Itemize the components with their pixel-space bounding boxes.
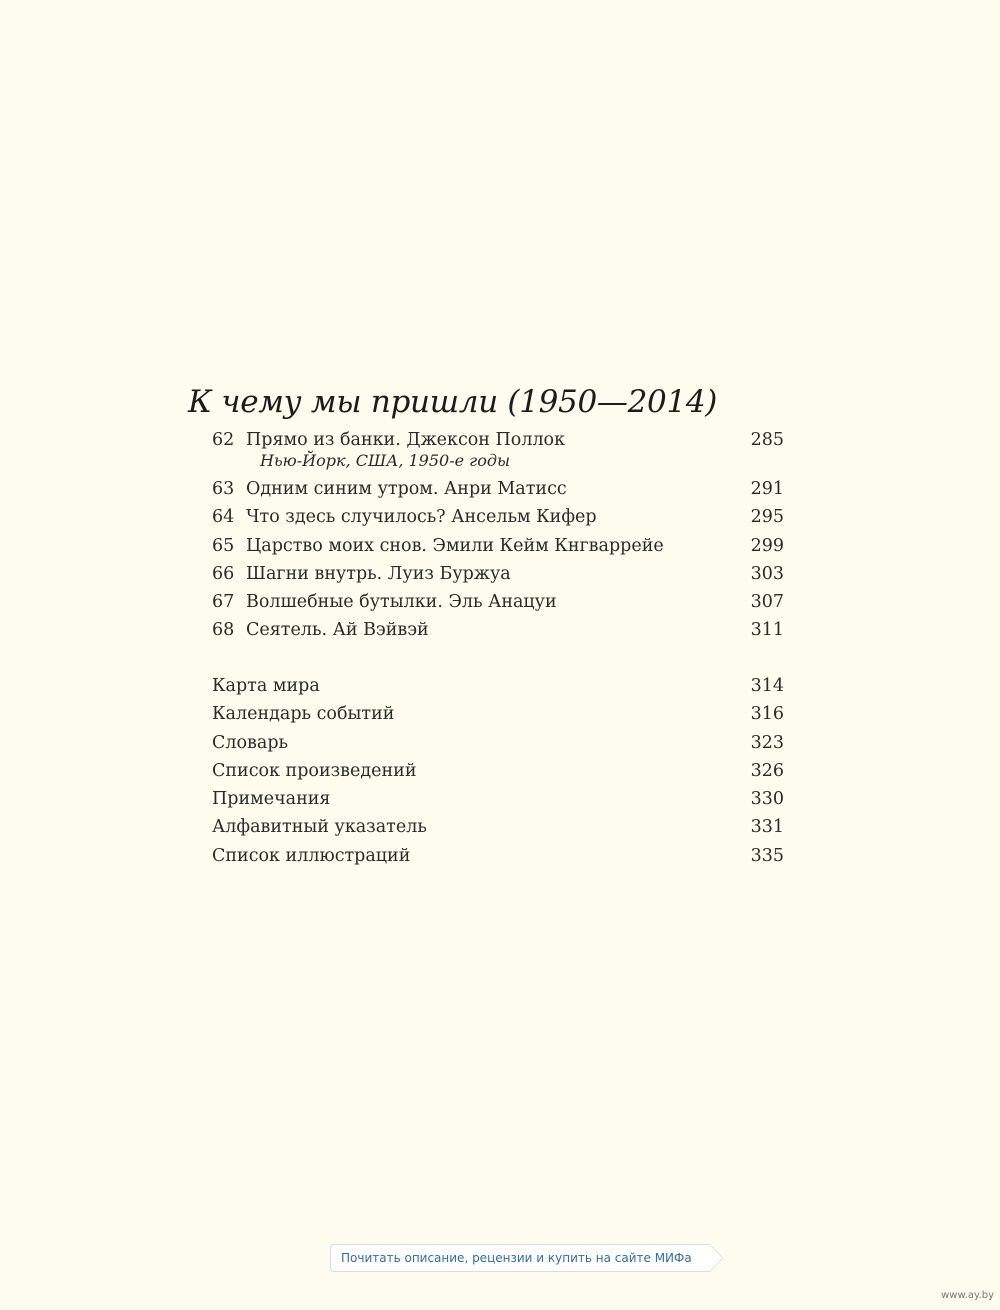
page-number: 323 bbox=[750, 732, 784, 753]
back-matter-list bbox=[212, 672, 784, 870]
back-matter-title: Словарь bbox=[212, 732, 289, 753]
chapter-number: 68 bbox=[212, 620, 235, 641]
page-number: 326 bbox=[750, 760, 784, 781]
toc-row-63 bbox=[212, 475, 784, 503]
toc-row-62 bbox=[212, 426, 784, 475]
toc-row-65 bbox=[212, 532, 784, 560]
page-number: 285 bbox=[750, 430, 784, 450]
chapter-title: Волшебные бутылки. Эль Анацуи bbox=[246, 592, 557, 613]
chapter-title: Царство моих снов. Эмили Кейм Кнгваррейе bbox=[246, 535, 664, 556]
page-number: 291 bbox=[750, 479, 784, 499]
toc-row-map bbox=[212, 672, 784, 700]
shop-link-button[interactable]: Почитать описание, рецензии и купить на сайте МИФа bbox=[330, 1244, 710, 1272]
watermark: www.ay.by bbox=[941, 1290, 994, 1301]
chapter-number: 67 bbox=[212, 592, 235, 613]
chapter-number: 64 bbox=[212, 507, 235, 528]
chapter-title: Шагни внутрь. Луиз Буржуа bbox=[246, 563, 511, 584]
page-number: 295 bbox=[750, 507, 784, 528]
chapter-title: Сеятель. Ай Вэйвэй bbox=[246, 620, 429, 641]
back-matter-title: Алфавитный указатель bbox=[212, 817, 427, 838]
toc-row-68 bbox=[212, 616, 784, 644]
chapter-number: 63 bbox=[212, 479, 235, 499]
section-title: К чему мы пришли (1950—2014) bbox=[188, 384, 718, 420]
toc-row-67 bbox=[212, 588, 784, 616]
chapter-title: Одним синим утром. Анри Матисс bbox=[246, 479, 567, 499]
page-number: 307 bbox=[750, 592, 784, 613]
chapter-subtitle: Нью-Йорк, США, 1950-е годы bbox=[260, 451, 511, 470]
chapter-number: 66 bbox=[212, 563, 235, 584]
page-number: 311 bbox=[750, 620, 784, 641]
chapter-number: 62 bbox=[212, 430, 235, 450]
page-number: 299 bbox=[750, 535, 784, 556]
back-matter-title: Примечания bbox=[212, 789, 331, 810]
page-number: 314 bbox=[750, 676, 784, 696]
toc-row-index bbox=[212, 813, 784, 841]
page-number: 303 bbox=[750, 563, 784, 584]
page-number: 330 bbox=[750, 789, 784, 810]
toc-row-glossary bbox=[212, 729, 784, 757]
page-number: 331 bbox=[750, 817, 784, 838]
chapter-number: 65 bbox=[212, 535, 235, 556]
back-matter-title: Список иллюстраций bbox=[212, 845, 411, 866]
toc-row-notes bbox=[212, 785, 784, 813]
chapter-title: Прямо из банки. Джексон Поллок bbox=[246, 430, 566, 450]
back-matter-title: Карта мира bbox=[212, 676, 320, 696]
toc-row-calendar bbox=[212, 700, 784, 728]
toc-row-works bbox=[212, 757, 784, 785]
chapter-list bbox=[212, 426, 784, 645]
page-number: 335 bbox=[750, 845, 784, 866]
toc-row-illustrations bbox=[212, 842, 784, 870]
page-number: 316 bbox=[750, 704, 784, 725]
toc-row-64 bbox=[212, 503, 784, 531]
back-matter-title: Календарь событий bbox=[212, 704, 395, 725]
toc-row-66 bbox=[212, 560, 784, 588]
chapter-title: Что здесь случилось? Ансельм Кифер bbox=[246, 507, 597, 528]
back-matter-title: Список произведений bbox=[212, 760, 417, 781]
